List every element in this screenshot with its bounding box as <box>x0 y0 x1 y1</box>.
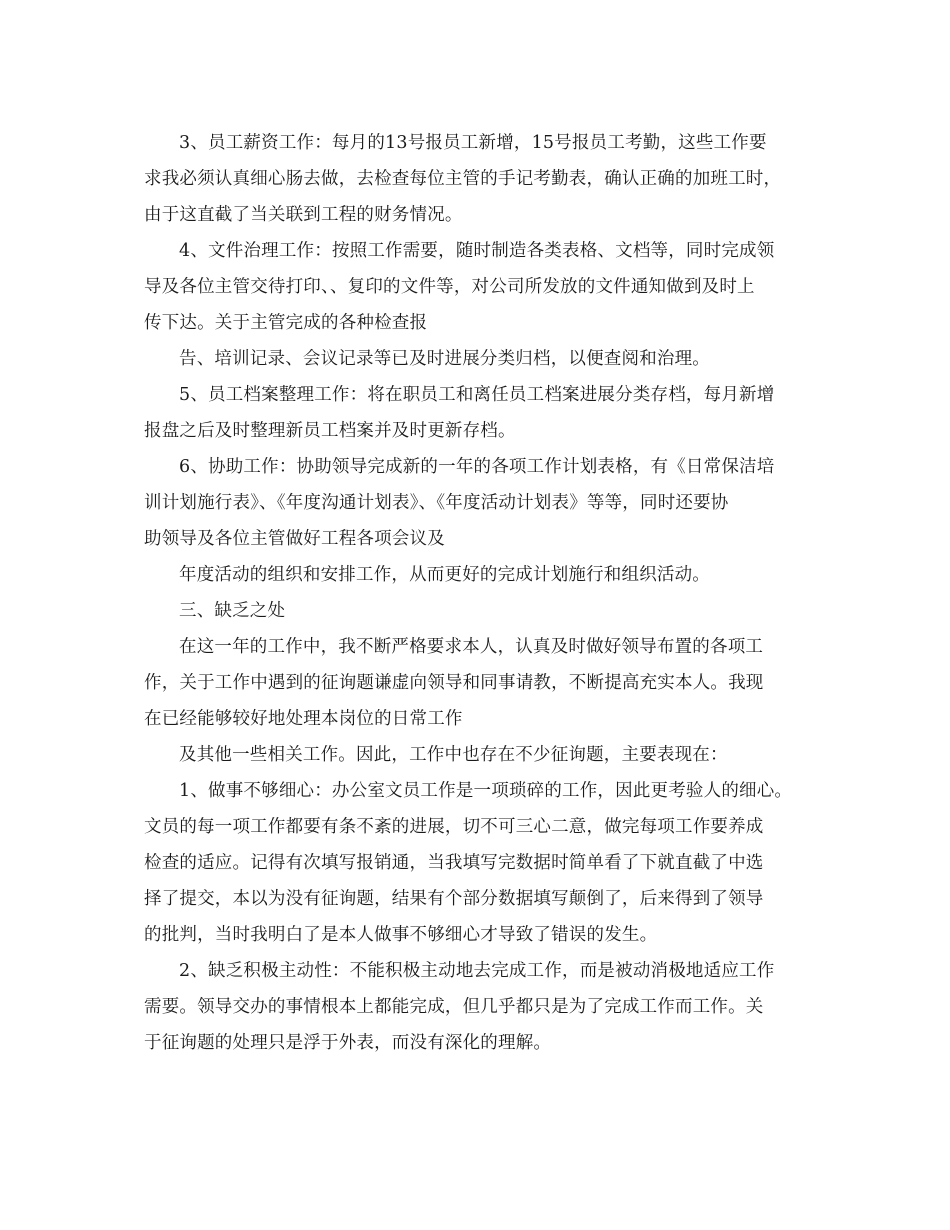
section-heading: 三、缺乏之处 <box>179 601 286 621</box>
paragraph-line: 及其他一些相关工作。因此，工作中也存在不少征询题，主要表现在： <box>179 745 728 765</box>
paragraph-line: 传下达。关于主管完成的各种检查报 <box>144 313 428 333</box>
paragraph-line: 1、做事不够细心：办公室文员工作是一项琐碎的工作，因此更考验人的细心。 <box>179 781 793 801</box>
paragraph-line: 助领导及各位主管做好工程各项会议及 <box>144 529 445 549</box>
paragraph-line: 5、员工档案整理工作：将在职员工和离任员工档案进展分类存档，每月新增 <box>179 385 775 405</box>
paragraph-line: 求我必须认真细心肠去做，去检查每位主管的手记考勤表，确认正确的加班工时， <box>144 169 782 189</box>
paragraph-line: 于征询题的处理只是浮于外表，而没有深化的理解。 <box>144 1033 552 1053</box>
paragraph-line: 文员的每一项工作都要有条不紊的进展，切不可三心二意，做完每项工作要养成 <box>144 817 764 837</box>
paragraph-line: 检查的适应。记得有次填写报销通，当我填写完数据时简单看了下就直截了中选 <box>144 853 764 873</box>
paragraph-line: 需要。领导交办的事情根本上都能完成，但几乎都只是为了完成工作而工作。关 <box>144 997 764 1017</box>
paragraph-line: 告、培训记录、会议记录等已及时进展分类归档，以便查阅和治理。 <box>179 349 710 369</box>
paragraph-line: 年度活动的组织和安排工作，从而更好的完成计划施行和组织活动。 <box>179 565 710 585</box>
paragraph-line: 导及各位主管交待打印、、复印的文件等，对公司所发放的文件通知做到及时上 <box>144 277 755 297</box>
paragraph-line: 作，关于工作中遇到的征询题谦虚向领导和同事请教，不断提高充实本人。我现 <box>144 673 764 693</box>
paragraph-line: 在已经能够较好地处理本岗位的日常工作 <box>144 709 463 729</box>
paragraph-line: 在这一年的工作中，我不断严格要求本人，认真及时做好领导布置的各项工 <box>179 637 764 657</box>
paragraph-line: 3、员工薪资工作：每月的13号报员工新增，15号报员工考勤，这些工作要 <box>179 133 767 153</box>
paragraph-line: 4、文件治理工作：按照工作需要，随时制造各类表格、文档等，同时完成领 <box>179 241 775 261</box>
paragraph-line: 2、缺乏积极主动性：不能积极主动地去完成工作，而是被动消极地适应工作 <box>179 961 775 981</box>
paragraph-line: 由于这直截了当关联到工程的财务情况。 <box>144 205 463 225</box>
paragraph-line: 6、协助工作：协助领导完成新的一年的各项工作计划表格，有《日常保洁培 <box>179 457 775 477</box>
paragraph-line: 训计划施行表》、《年度沟通计划表》、《年度活动计划表》等等，同时还要协 <box>144 493 729 513</box>
paragraph-line: 择了提交，本以为没有征询题，结果有个部分数据填写颠倒了，后来得到了领导 <box>144 889 764 909</box>
paragraph-line: 报盘之后及时整理新员工档案并及时更新存档。 <box>144 421 516 441</box>
paragraph-line: 的批判，当时我明白了是本人做事不够细心才导致了错误的发生。 <box>144 925 658 945</box>
